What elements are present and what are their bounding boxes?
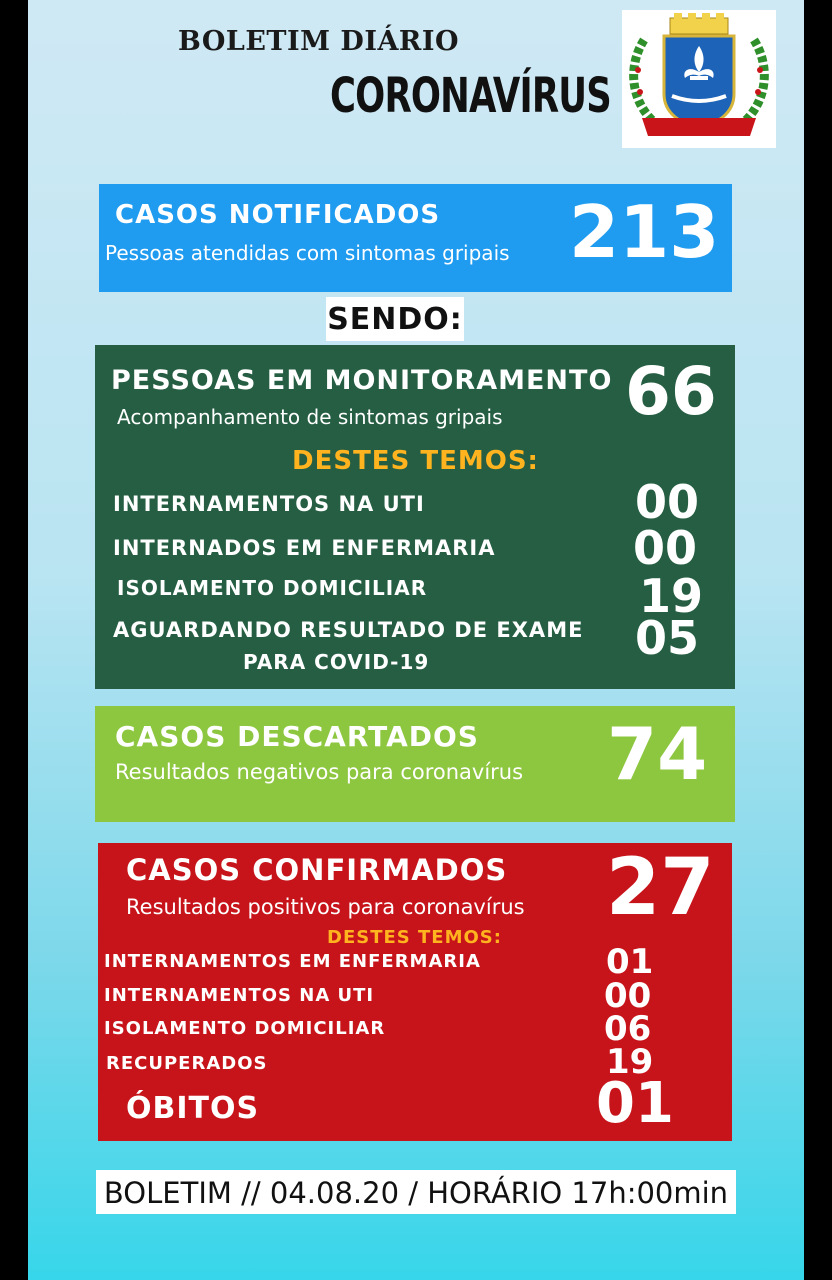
bulletin-board: [28, 0, 804, 1280]
discarded-cases-description: Resultados negativos para coronavírus: [115, 760, 524, 784]
discarded-cases-panel: [95, 706, 735, 822]
monitoring-count: 66: [625, 353, 717, 430]
confirmed-cases-count: 27: [606, 843, 715, 933]
monitoring-home-isolation-label: ISOLAMENTO DOMICILIAR: [117, 576, 428, 600]
monitoring-description: Acompanhamento de sintomas gripais: [117, 405, 503, 429]
confirmed-cases-label: CASOS CONFIRMADOS: [126, 853, 508, 887]
notified-cases-panel: [99, 184, 732, 292]
bulletin-subtitle: BOLETIM DIÁRIO: [178, 26, 459, 57]
deaths-count: 01: [596, 1071, 674, 1136]
monitoring-ward-label: INTERNADOS EM ENFERMARIA: [113, 536, 496, 560]
deaths-label: ÓBITOS: [126, 1091, 260, 1126]
monitoring-uti-label: INTERNAMENTOS NA UTI: [113, 492, 425, 516]
bulletin-title: CORONAVÍRUS: [330, 68, 611, 124]
confirmed-uti-label: INTERNAMENTOS NA UTI: [104, 985, 375, 1006]
confirmed-cases-panel: [98, 843, 732, 1141]
confirmed-home-isolation-label: ISOLAMENTO DOMICILIAR: [104, 1018, 386, 1039]
monitoring-label: PESSOAS EM MONITORAMENTO: [111, 365, 613, 396]
monitoring-destes-temos: DESTES TEMOS:: [292, 446, 539, 476]
confirmed-ward-label: INTERNAMENTOS EM ENFERMARIA: [104, 951, 481, 972]
confirmed-destes-temos: DESTES TEMOS:: [327, 927, 502, 948]
bulletin-date-footer: BOLETIM // 04.08.20 / HORÁRIO 17h:00min: [96, 1170, 736, 1214]
discarded-cases-label: CASOS DESCARTADOS: [115, 720, 479, 753]
confirmed-uti-count: 00: [604, 976, 652, 1016]
confirmed-cases-description: Resultados positivos para coronavírus: [126, 895, 525, 919]
confirmed-home-isolation-count: 06: [604, 1009, 652, 1049]
monitoring-awaiting-count: 05: [635, 611, 700, 665]
confirmed-recovered-count: 19: [606, 1042, 654, 1082]
confirmed-ward-count: 01: [606, 942, 654, 982]
monitoring-ward-count: 00: [633, 521, 698, 575]
municipal-crest-logo: [622, 10, 776, 148]
sendo-heading: SENDO:: [326, 297, 464, 341]
monitoring-awaiting-label-line2: PARA COVID-19: [243, 650, 430, 674]
monitoring-uti-count: 00: [635, 475, 700, 529]
notified-cases-label: CASOS NOTIFICADOS: [115, 200, 441, 230]
confirmed-recovered-label: RECUPERADOS: [106, 1053, 268, 1074]
discarded-cases-count: 74: [607, 712, 708, 796]
notified-cases-count: 213: [569, 190, 720, 274]
notified-cases-description: Pessoas atendidas com sintomas gripais: [105, 241, 510, 265]
monitoring-panel: [95, 345, 735, 689]
monitoring-awaiting-label: AGUARDANDO RESULTADO DE EXAME: [113, 618, 584, 642]
monitoring-home-isolation-count: 19: [639, 569, 704, 623]
